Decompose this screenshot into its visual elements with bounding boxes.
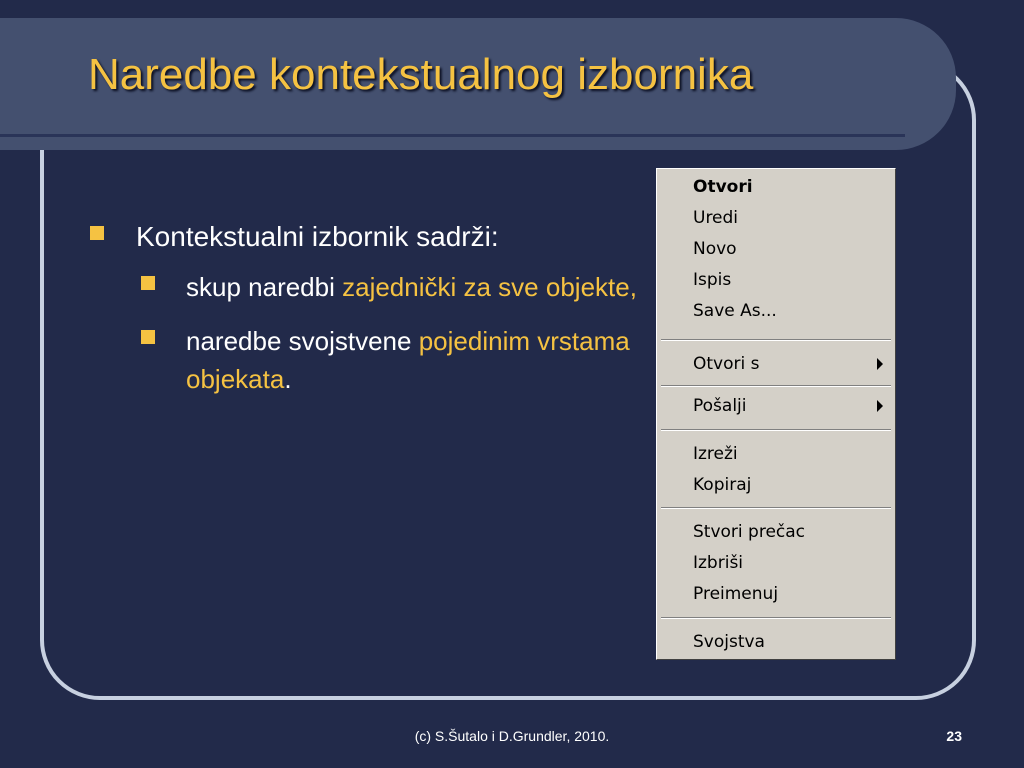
menu-item-rename[interactable]: Preimenuj [693, 584, 779, 604]
sub-bullet-list [136, 268, 646, 398]
menu-item-new[interactable]: Novo [693, 239, 737, 259]
bullet-main [86, 218, 646, 398]
menu-item-edit[interactable]: Uredi [693, 208, 739, 228]
menu-item-open[interactable]: Otvori [693, 177, 753, 197]
menu-item-save-as[interactable]: Save As... [693, 301, 777, 321]
sub2-highlight: pojedinim vrstama objekata [186, 326, 630, 394]
sub1-highlight: zajednički za sve objekte, [342, 272, 637, 302]
slide-title: Naredbe kontekstualnog izbornika [88, 50, 754, 99]
sub-bullet-specific [136, 322, 646, 398]
title-underline [0, 134, 905, 137]
menu-separator [661, 385, 891, 387]
square-bullet-icon [141, 330, 155, 344]
menu-item-send-to[interactable]: Pošalji [693, 396, 747, 416]
footer-copyright: (c) S.Šutalo i D.Grundler, 2010. [414, 728, 610, 744]
menu-separator [661, 339, 891, 341]
square-bullet-icon [141, 276, 155, 290]
bullet-main-text: Kontekstualni izbornik sadrži: [136, 221, 499, 252]
menu-item-delete[interactable]: Izbriši [693, 553, 744, 573]
square-bullet-icon [90, 226, 104, 240]
bullet-list [86, 218, 646, 414]
context-menu [656, 168, 896, 660]
footer [0, 728, 1024, 748]
sub-bullet-common [136, 268, 646, 306]
menu-item-copy[interactable]: Kopiraj [693, 475, 752, 495]
menu-separator [661, 429, 891, 431]
sub2-text: naredbe svojstvene [186, 326, 419, 356]
page-number: 23 [946, 728, 962, 744]
submenu-arrow-icon [877, 400, 883, 412]
menu-item-print[interactable]: Ispis [693, 270, 732, 290]
menu-separator [661, 507, 891, 509]
menu-item-properties[interactable]: Svojstva [693, 632, 765, 652]
menu-item-create-shortcut[interactable]: Stvori prečac [693, 522, 806, 542]
menu-item-open-with[interactable]: Otvori s [693, 354, 760, 374]
menu-item-cut[interactable]: Izreži [693, 444, 738, 464]
sub1-text: skup naredbi [186, 272, 343, 302]
submenu-arrow-icon [877, 358, 883, 370]
menu-separator [661, 617, 891, 619]
sub2-end: . [284, 364, 292, 394]
